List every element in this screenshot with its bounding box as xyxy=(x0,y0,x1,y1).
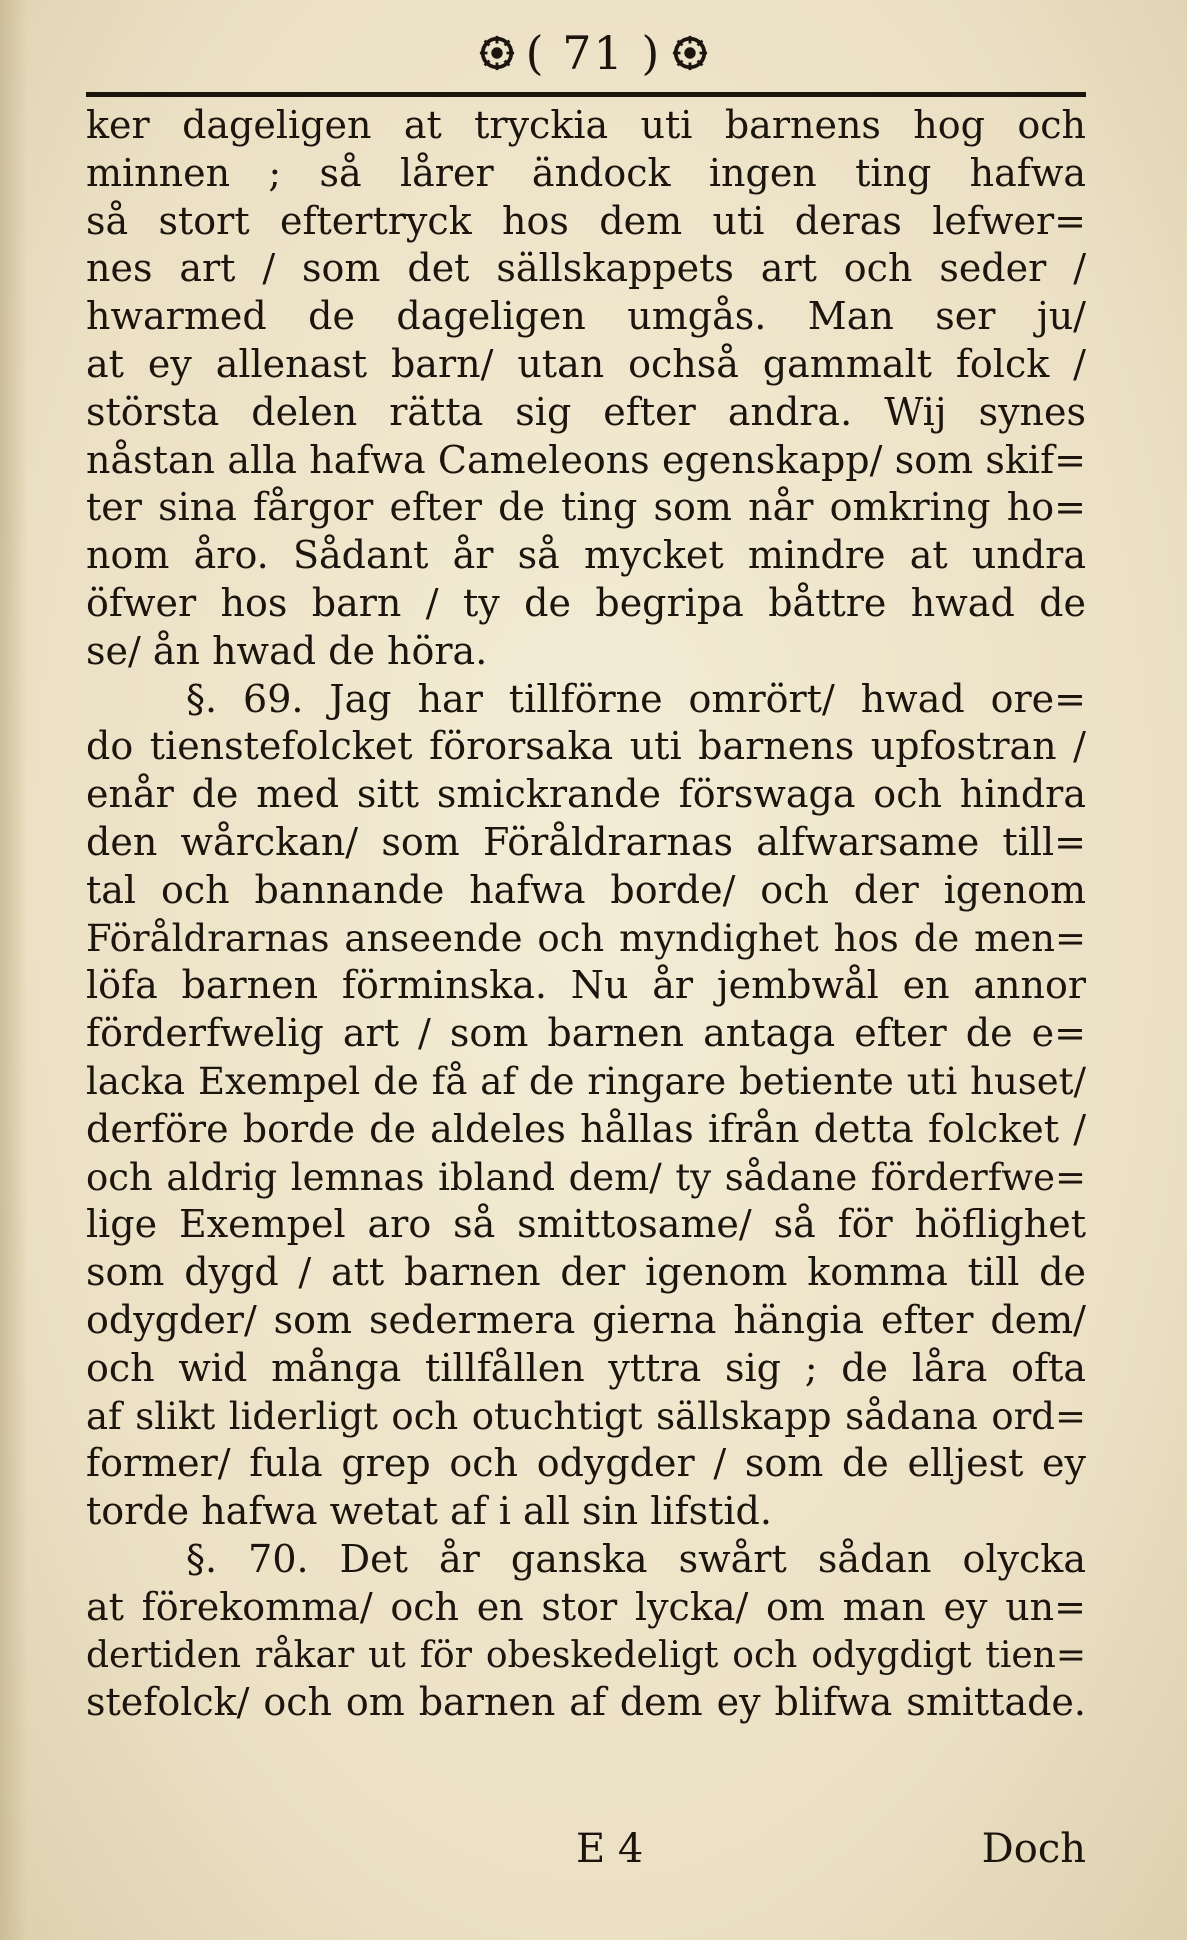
page-header xyxy=(0,18,1187,88)
text-line: tal och bannande hafwa borde/ och der igenom xyxy=(86,867,1086,912)
text-line: odygder/ som sedermera gierna hängia efter dem/ xyxy=(86,1297,1086,1342)
text-line: at ey allenast barn/ utan ochså gammalt folck / xyxy=(86,341,1086,386)
text-line: derföre borde de aldeles hållas ifrån detta folcket / xyxy=(86,1106,1086,1151)
text-line: torde hafwa wetat af i all sin lifstid. xyxy=(86,1489,772,1534)
text-line: Föråldrarnas anseende och myndighet hos de men= xyxy=(86,916,1086,960)
text-line: at förekomma/ och en stor lycka/ om man ey un= xyxy=(86,1584,1086,1629)
catchword: Doch xyxy=(981,1826,1086,1872)
text-line: nes art / som det sällskappets art och seder / xyxy=(86,246,1086,291)
header-rule xyxy=(86,92,1086,97)
text-line: af slikt liderligt och otuchtigt sällskapp sådana ord= xyxy=(86,1394,1086,1438)
signature-mark: E 4 xyxy=(576,1826,644,1872)
text-line: nom åro. Sådant år så mycket mindre at undra xyxy=(86,533,1086,578)
text-line: hwarmed de dageligen umgås. Man ser ju/ xyxy=(86,294,1086,339)
page-footer xyxy=(86,1822,1086,1876)
page-number: ( 71 ) xyxy=(525,26,662,80)
text-line: så stort eftertryck hos dem uti deras lefwer= xyxy=(86,198,1086,243)
text-line: som dygd / att barnen der igenom komma till de xyxy=(86,1250,1086,1295)
text-line: enår de med sitt smickrande förswaga och hindra xyxy=(86,772,1086,817)
text-line: öfwer hos barn / ty de begripa båttre hwad de xyxy=(86,580,1086,625)
paragraph-69-start: §. 69. Jag har tillförne omrört/ hwad ore= xyxy=(186,676,1086,721)
text-line: lige Exempel aro så smittosame/ så för höflighet xyxy=(86,1202,1086,1247)
left-ornament-icon xyxy=(478,34,516,72)
text-line: ter sina fårgor efter de ting som når omkring ho= xyxy=(86,485,1086,530)
text-line: dertiden råkar ut för obeskedeligt och odygdigt tien= xyxy=(86,1634,1086,1676)
text-line: och wid många tillfållen yttra sig ; de låra ofta xyxy=(86,1345,1086,1390)
body-text xyxy=(86,102,1086,1727)
page-gutter xyxy=(0,0,28,1940)
text-line: lacka Exempel de få af de ringare betiente uti huset/ xyxy=(86,1059,1086,1103)
text-line: stefolck/ och om barnen af dem ey blifwa smittade. xyxy=(86,1680,1086,1725)
text-line: se/ ån hwad de höra. xyxy=(86,628,488,673)
text-line: den wårckan/ som Föråldrarnas alfwarsame till= xyxy=(86,819,1086,864)
text-line: ker dageligen at tryckia uti barnens hog och xyxy=(86,103,1086,147)
text-line: och aldrig lemnas ibland dem/ ty sådane förderfwe= xyxy=(86,1155,1086,1199)
text-line: nåstan alla hafwa Cameleons egenskapp/ som skif= xyxy=(86,437,1086,482)
text-line: minnen ; så lårer ändock ingen ting hafwa xyxy=(86,150,1086,195)
text-line: största delen rätta sig efter andra. Wij synes xyxy=(86,389,1086,434)
right-ornament-icon xyxy=(671,34,709,72)
text-line: former/ fula grep och odygder / som de elljest ey xyxy=(86,1441,1086,1486)
text-line: löfa barnen förminska. Nu år jembwål en annor xyxy=(86,963,1086,1008)
text-line: förderfwelig art / som barnen antaga efter de e= xyxy=(86,1011,1086,1056)
text-line: do tienstefolcket förorsaka uti barnens upfostran / xyxy=(86,724,1086,769)
paragraph-70-start: §. 70. Det år ganska swårt sådan olycka xyxy=(186,1536,1086,1581)
